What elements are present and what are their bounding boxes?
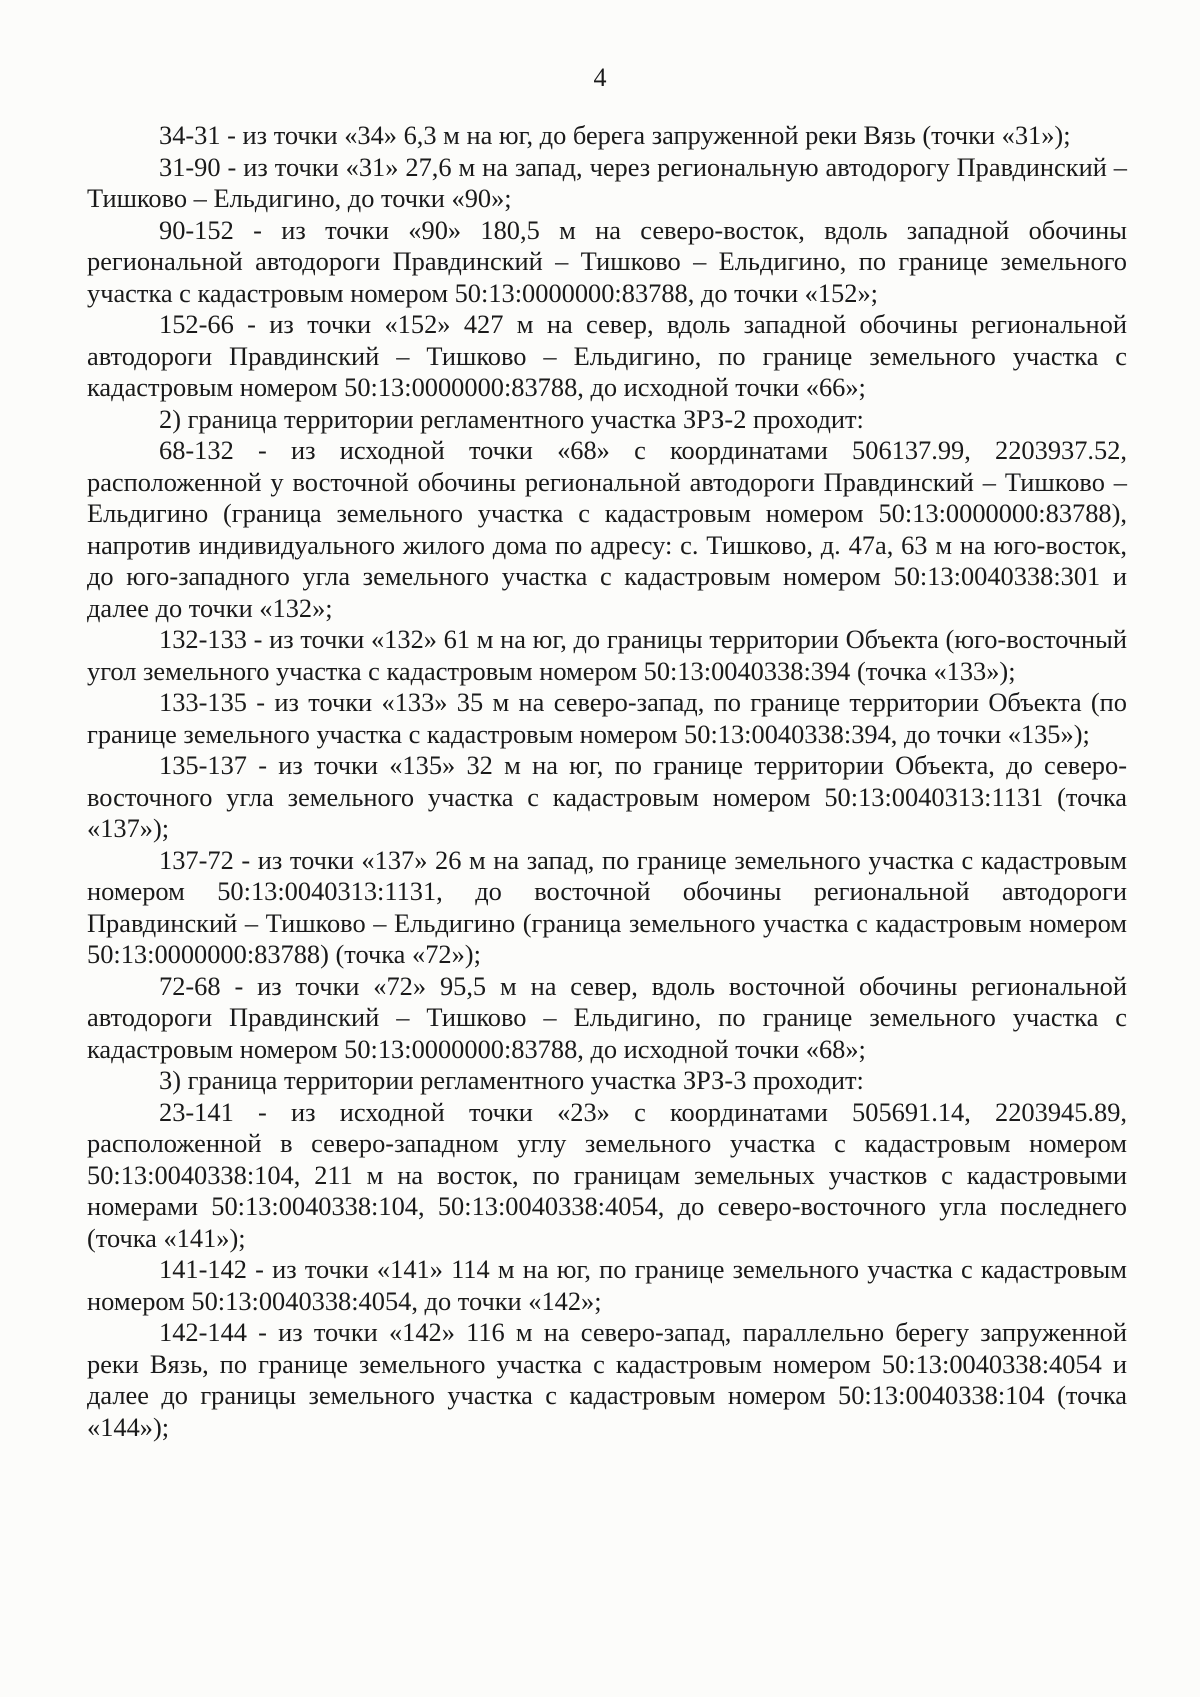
paragraph-72-68: 72-68 - из точки «72» 95,5 м на север, вдоль восточной обочины региональной автодороги Правдинский – Тишково – Ельдигино, по границе земельного участка с кадастровым номером 50:13:0000000:83788, до исходной точки «68»; — [87, 970, 1127, 1064]
document-body — [87, 120, 1127, 1443]
paragraph-68-132: 68-132 - из исходной точки «68» с координатами 506137.99, 2203937.52, расположенной у восточной обочины региональной автодороги Правдинский – Тишково – Ельдигино (граница земельного участка с кадастровым номером 50:13:0000000:83788), напротив индивидуального жилого дома по адресу: с. Тишково, д. 47а, 63 м на юго-восток, до юго-западного угла земельного участка с кадастровым номером 50:13:0040338:301 и далее до точки «132»; — [87, 435, 1127, 623]
paragraph-152-66: 152-66 - из точки «152» 427 м на север, вдоль западной обочины региональной автодороги Правдинский – Тишково – Ельдигино, по границе земельного участка с кадастровым номером 50:13:0000000:83788, до исходной точки «66»; — [87, 309, 1127, 402]
paragraph-23-141: 23-141 - из исходной точки «23» с координатами 505691.14, 2203945.89, расположенной в северо-западном углу земельного участка с кадастровым номером 50:13:0040338:104, 211 м на восток, по границам земельных участков с кадастровыми номерами 50:13:0040338:104, 50:13:0040338:4054, до северо-восточного угла последнего (точка «141»); — [87, 1096, 1127, 1253]
paragraph-141-142: 141-142 - из точки «141» 114 м на юг, по границе земельного участка с кадастровым номером 50:13:0040338:4054, до точки «142»; — [87, 1254, 1127, 1316]
paragraph-135-137: 135-137 - из точки «135» 32 м на юг, по границе территории Объекта, до северо-восточного угла земельного участка с кадастровым номером 50:13:0040313:1131 (точка «137»); — [87, 750, 1127, 843]
section-heading-zrz-2: 2) граница территории регламентного участка ЗРЗ-2 проходит: — [159, 403, 864, 434]
paragraph-132-133: 132-133 - из точки «132» 61 м на юг, до границы территории Объекта (юго-восточный угол земельного участка с кадастровым номером 50:13:0040338:394 (точка «133»); — [87, 624, 1127, 686]
paragraph-137-72: 137-72 - из точки «137» 26 м на запад, по границе земельного участка с кадастровым номером 50:13:0040313:1131, до восточной обочины региональной автодороги Правдинский – Тишково – Ельдигино (граница земельного участка с кадастровым номером 50:13:0000000:83788) (точка «72»); — [87, 844, 1127, 969]
paragraph-142-144: 142-144 - из точки «142» 116 м на северо-запад, параллельно берегу запруженной реки Вязь, по границе земельного участка с кадастровым номером 50:13:0040338:4054 и далее до границы земельного участка с кадастровым номером 50:13:0040338:104 (точка «144»); — [87, 1317, 1127, 1442]
page-number: 4 — [593, 63, 607, 92]
paragraph-34-31: 34-31 - из точки «34» 6,3 м на юг, до берега запруженной реки Вязь (точки «31»); — [159, 120, 1071, 150]
paragraph-133-135: 133-135 - из точки «133» 35 м на северо-запад, по границе территории Объекта (по границе земельного участка с кадастровым номером 50:13:0040338:394, до точки «135»); — [87, 687, 1127, 749]
section-heading-zrz-3: 3) граница территории регламентного участка ЗРЗ-3 проходит: — [159, 1065, 864, 1095]
paragraph-31-90: 31-90 - из точки «31» 27,6 м на запад, через региональную автодорогу Правдинский – Тишково – Ельдигино, до точки «90»; — [87, 151, 1127, 213]
paragraph-90-152: 90-152 - из точки «90» 180,5 м на северо-восток, вдоль западной обочины региональной автодороги Правдинский – Тишково – Ельдигино, по границе земельного участка с кадастровым номером 50:13:0000000:83788, до точки «152»; — [87, 214, 1127, 308]
